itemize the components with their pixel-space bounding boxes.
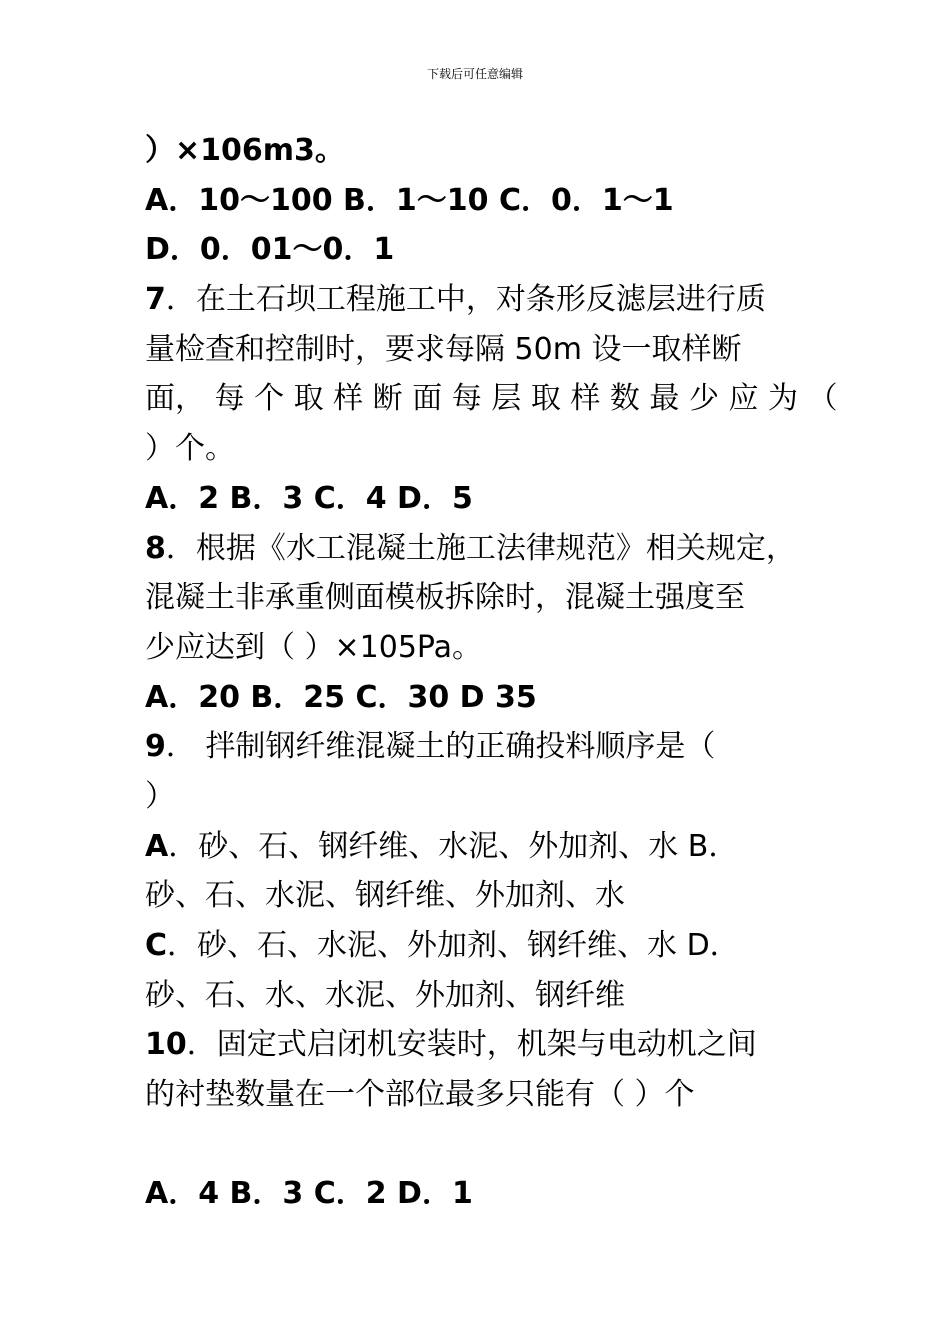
question-text: ． 拌制钢纤维混凝土的正确投料顺序是（ (165, 729, 716, 765)
question-number: 7 (145, 282, 166, 318)
option-text: ．砂、石、钢纤维、水泥、外加剂、水 B． (168, 828, 739, 864)
document-body (145, 126, 838, 1219)
text-line: 混凝土非承重侧面模板拆除时，混凝土强度至 (145, 580, 745, 616)
text-line: 少应达到（ ）×105Pa。 (145, 629, 483, 665)
option-letter: C (145, 928, 168, 963)
text-line: 砂、石、水、水泥、外加剂、钢纤维 (145, 977, 625, 1013)
option-letter: A (145, 828, 169, 864)
options-line: D．0．01～0．1 (145, 232, 395, 268)
question-7 (145, 275, 815, 325)
option-line (145, 921, 815, 971)
text-line: 面， 每 个 取 样 断 面 每 层 取 样 数 最 少 应 为 （ (145, 381, 838, 417)
blank-line (145, 1120, 815, 1170)
text-line: ） (145, 778, 175, 814)
options-line: A．4 B．3 C．2 D．1 (145, 1176, 473, 1212)
question-text: ．根据《水工混凝土施工法律规范》相关规定， (165, 530, 796, 566)
question-text: ．固定式启闭机安装时，机架与电动机之间 (186, 1027, 757, 1063)
question-text: ．在土石坝工程施工中，对条形反滤层进行质 (165, 282, 766, 318)
question-8 (145, 524, 815, 574)
text-line: ）×106m3。 (145, 133, 345, 168)
text-line: 量检查和控制时，要求每隔 50m 设一取样断 (145, 331, 742, 367)
option-text: ．砂、石、水泥、外加剂、钢纤维、水 D． (167, 928, 740, 963)
question-9 (145, 722, 815, 772)
text-line: 的衬垫数量在一个部位最多只能有（ ）个 (145, 1077, 695, 1113)
options-line: A．2 B．3 C．4 D．5 (145, 480, 473, 516)
question-10 (145, 1020, 815, 1070)
question-number: 10 (145, 1027, 187, 1063)
options-line: A．20 B．25 C．30 D 35 (145, 679, 537, 715)
question-number: 8 (145, 530, 166, 566)
text-line: 砂、石、水泥、钢纤维、外加剂、水 (145, 878, 625, 914)
question-number: 9 (145, 729, 166, 765)
page-header: 下载后可任意编辑 (426, 67, 523, 81)
options-line: A．10～100 B．1～10 C．0．1～1 (145, 182, 674, 218)
option-line (145, 822, 815, 872)
text-line: ）个。 (145, 431, 235, 467)
